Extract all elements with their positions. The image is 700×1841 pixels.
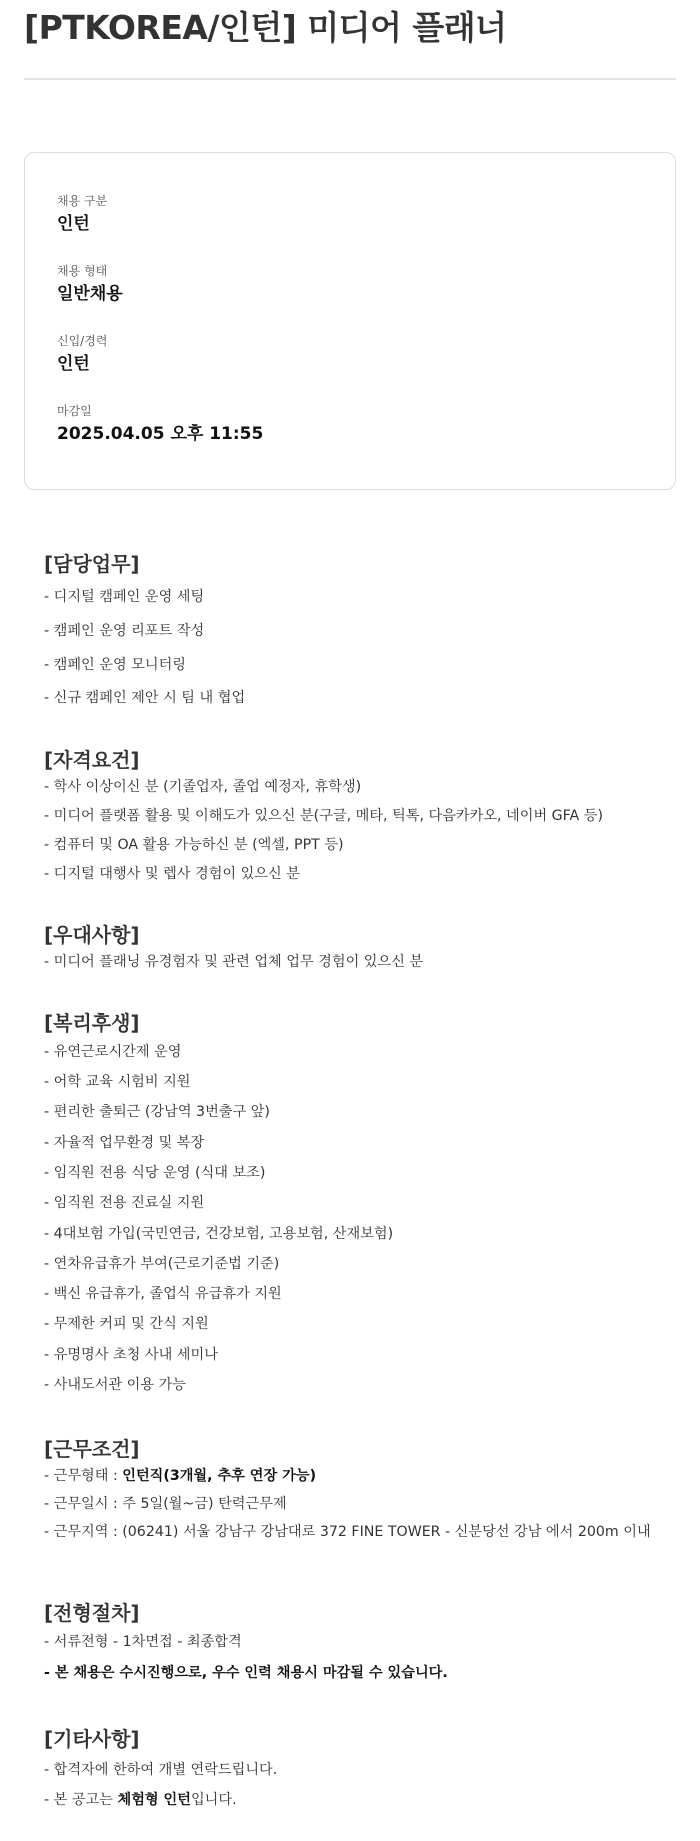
duties-heading: [담당업무] (44, 552, 140, 576)
hire-type-value: 인턴 (57, 214, 90, 234)
condition-type-value: 인턴직(3개월, 추후 연장 가능) (122, 1468, 317, 1484)
qualification-item: - 컴퓨터 및 OA 활용 가능하신 분 (엑셀, PPT 등) (44, 837, 344, 853)
etc-notice (44, 1790, 237, 1810)
qualification-item: - 학사 이상이신 분 (기졸업자, 졸업 예정자, 휴학생) (44, 779, 362, 795)
employment-form-value: 일반채용 (57, 284, 123, 304)
career-field (57, 333, 107, 375)
etc-contact: - 합격자에 한하여 개별 연락드립니다. (44, 1762, 278, 1778)
employment-form-field (57, 263, 123, 305)
benefit-item: - 임직원 전용 식당 운영 (식대 보조) (44, 1165, 266, 1181)
benefit-item: - 사내도서관 이용 가능 (44, 1377, 186, 1393)
condition-schedule: - 근무일시 : 주 5일(월~금) 탄력근무제 (44, 1496, 287, 1512)
benefit-item: - 백신 유급휴가, 졸업식 유급휴가 지원 (44, 1286, 282, 1302)
benefit-item: - 연차유급휴가 부여(근로기준법 기준) (44, 1256, 280, 1272)
title-divider (24, 78, 676, 80)
preferred-heading: [우대사항] (44, 923, 140, 947)
benefit-item: - 편리한 출퇴근 (강남역 3번출구 앞) (44, 1104, 270, 1120)
hire-type-label: 채용 구분 (57, 194, 108, 208)
benefits-heading: [복리후생] (44, 1011, 140, 1035)
career-value: 인턴 (57, 354, 90, 374)
benefit-item: - 임직원 전용 진료실 지원 (44, 1195, 205, 1211)
page-title: [PTKOREA/인턴] 미디어 플래너 (24, 8, 507, 47)
benefit-item: - 4대보험 가입(국민연금, 건강보험, 고용보험, 산재보험) (44, 1226, 394, 1242)
benefit-item: - 무제한 커피 및 간식 지원 (44, 1316, 209, 1332)
process-heading: [전형절차] (44, 1601, 140, 1625)
condition-location: - 근무지역 : (06241) 서울 강남구 강남대로 372 FINE TOWER - 신분당선 강남 에서 200m 이내 (44, 1524, 651, 1540)
qualifications-heading: [자격요건] (44, 748, 140, 772)
deadline-label: 마감일 (57, 404, 92, 418)
benefit-item: - 유연근로시간제 운영 (44, 1044, 182, 1060)
deadline-value: 2025.04.05 오후 11:55 (57, 424, 264, 444)
duty-item: - 디지털 캠페인 운영 세팅 (44, 589, 205, 605)
process-steps: - 서류전형 - 1차면접 - 최종합격 (44, 1634, 242, 1650)
benefit-item: - 어학 교육 시험비 지원 (44, 1074, 191, 1090)
etc-notice-suffix: 입니다. (190, 1792, 237, 1808)
etc-notice-bold: 체험형 인턴 (117, 1792, 191, 1808)
qualification-item: - 디지털 대행사 및 렙사 경험이 있으신 분 (44, 866, 300, 882)
etc-notice-prefix: - 본 공고는 (44, 1792, 118, 1808)
employment-form-label: 채용 형태 (57, 264, 108, 278)
etc-heading: [기타사항] (44, 1727, 140, 1751)
hire-type-field (57, 193, 107, 235)
process-note: - 본 채용은 수시진행으로, 우수 인력 채용시 마감될 수 있습니다. (44, 1665, 448, 1681)
qualification-item: - 미디어 플랫폼 활용 및 이해도가 있으신 분(구글, 메타, 틱톡, 다음카카오, 네이버 GFA 등) (44, 808, 603, 824)
benefit-item: - 자율적 업무환경 및 복장 (44, 1135, 205, 1151)
job-summary-card (24, 152, 676, 490)
conditions-heading: [근무조건] (44, 1437, 140, 1461)
career-label: 신입/경력 (57, 334, 108, 348)
condition-type (44, 1466, 316, 1486)
condition-type-label: - 근무형태 : (44, 1468, 123, 1484)
preferred-item: - 미디어 플래닝 유경험자 및 관련 업체 업무 경험이 있으신 분 (44, 954, 424, 970)
deadline-field (57, 403, 263, 445)
duty-item: - 캠페인 운영 모니터링 (44, 657, 186, 673)
duty-item: - 캠페인 운영 리포트 작성 (44, 623, 205, 639)
duty-item: - 신규 캠페인 제안 시 팀 내 협업 (44, 690, 246, 706)
benefit-item: - 유명명사 초청 사내 세미나 (44, 1347, 218, 1363)
